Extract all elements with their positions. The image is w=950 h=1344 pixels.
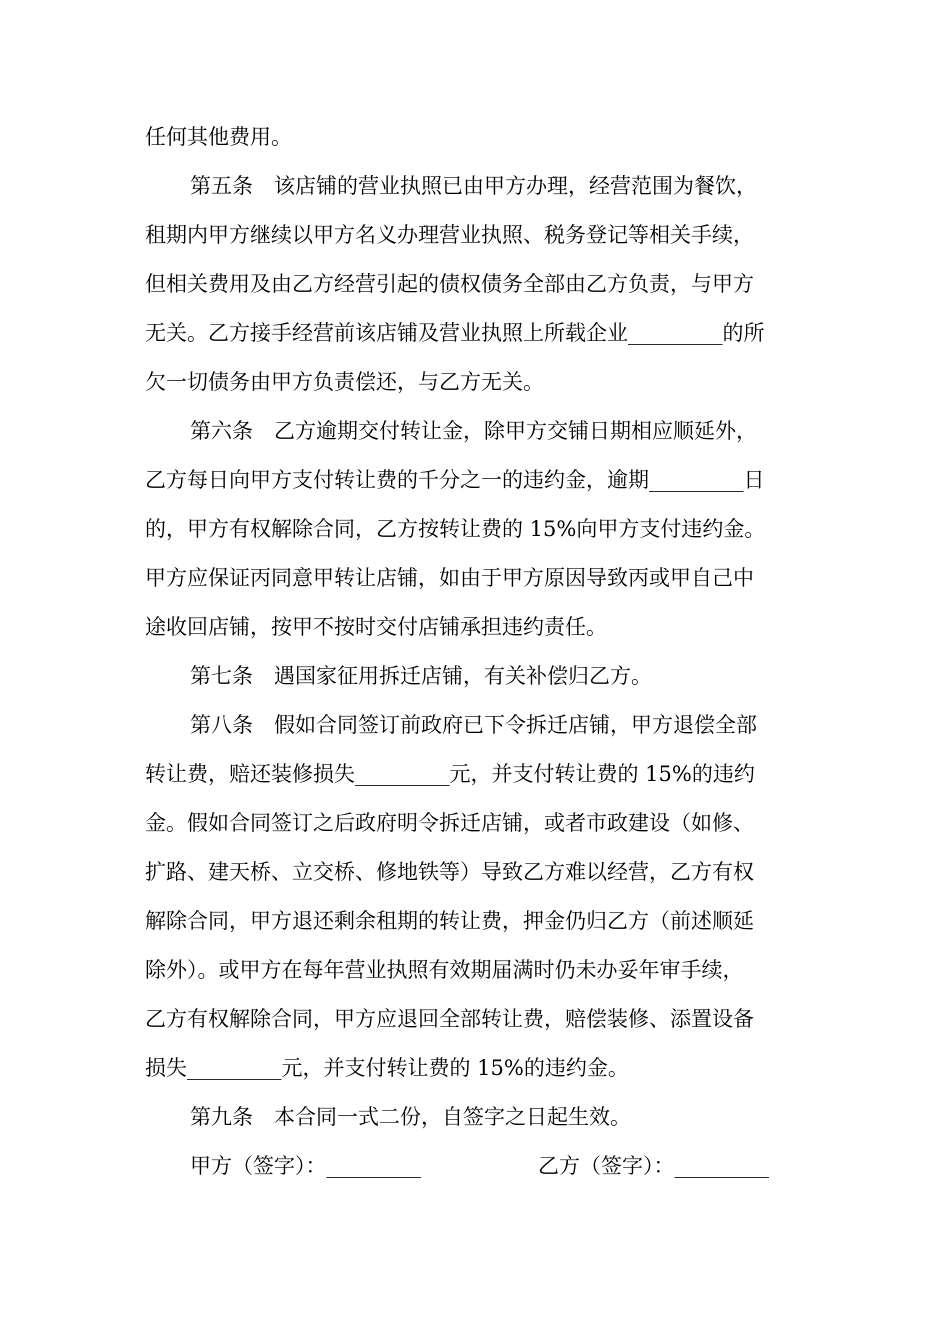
paragraph-line: 的，甲方有权解除合同，乙方按转让费的 15%向甲方支付违约金。 bbox=[145, 517, 766, 541]
article-eight-heading-line: 第八条 假如合同签订前政府已下令拆迁店铺，甲方退偿全部 bbox=[190, 713, 757, 737]
paragraph-line: 任何其他费用。 bbox=[145, 125, 292, 149]
paragraph-line: 欠一切债务由甲方负责偿还，与乙方无关。 bbox=[145, 370, 544, 394]
paragraph-line: 金。假如合同签订之后政府明令拆迁店铺，或者市政建设（如修、 bbox=[145, 811, 754, 835]
paragraph-line: 无关。乙方接手经营前该店铺及营业执照上所载企业_________的所 bbox=[145, 321, 765, 345]
paragraph-line: 租期内甲方继续以甲方名义办理营业执照、税务登记等相关手续， bbox=[145, 223, 754, 247]
article-five-heading-line: 第五条 该店铺的营业执照已由甲方办理，经营范围为餐饮， bbox=[190, 174, 757, 198]
paragraph-line: 但相关费用及由乙方经营引起的债权债务全部由乙方负责，与甲方 bbox=[145, 272, 754, 296]
article-seven-heading-line: 第七条 遇国家征用拆迁店铺，有关补偿归乙方。 bbox=[190, 664, 652, 688]
paragraph-line: 转让费，赔还装修损失_________元，并支付转让费的 15%的违约 bbox=[145, 762, 755, 786]
article-nine-heading-line: 第九条 本合同一式二份，自签字之日起生效。 bbox=[190, 1105, 631, 1129]
paragraph-line: 损失_________元，并支付转让费的 15%的违约金。 bbox=[145, 1056, 629, 1080]
article-six-heading-line: 第六条 乙方逾期交付转让金，除甲方交铺日期相应顺延外， bbox=[190, 419, 757, 443]
paragraph-line: 乙方每日向甲方支付转让费的千分之一的违约金，逾期_________日 bbox=[145, 468, 765, 492]
party-b-signature: 乙方（签字）：_________ bbox=[538, 1154, 769, 1178]
paragraph-line: 甲方应保证丙同意甲转让店铺，如由于甲方原因导致丙或甲自己中 bbox=[145, 566, 754, 590]
paragraph-line: 解除合同，甲方退还剩余租期的转让费，押金仍归乙方（前述顺延 bbox=[145, 909, 754, 933]
paragraph-line: 除外）。或甲方在每年营业执照有效期届满时仍未办妥年审手续， bbox=[145, 958, 744, 982]
paragraph-line: 途收回店铺，按甲不按时交付店铺承担违约责任。 bbox=[145, 615, 607, 639]
paragraph-line: 乙方有权解除合同，甲方应退回全部转让费，赔偿装修、添置设备 bbox=[145, 1007, 754, 1031]
party-a-signature: 甲方（签字）：_________ bbox=[190, 1154, 421, 1178]
paragraph-line: 扩路、建天桥、立交桥、修地铁等）导致乙方难以经营，乙方有权 bbox=[145, 860, 754, 884]
